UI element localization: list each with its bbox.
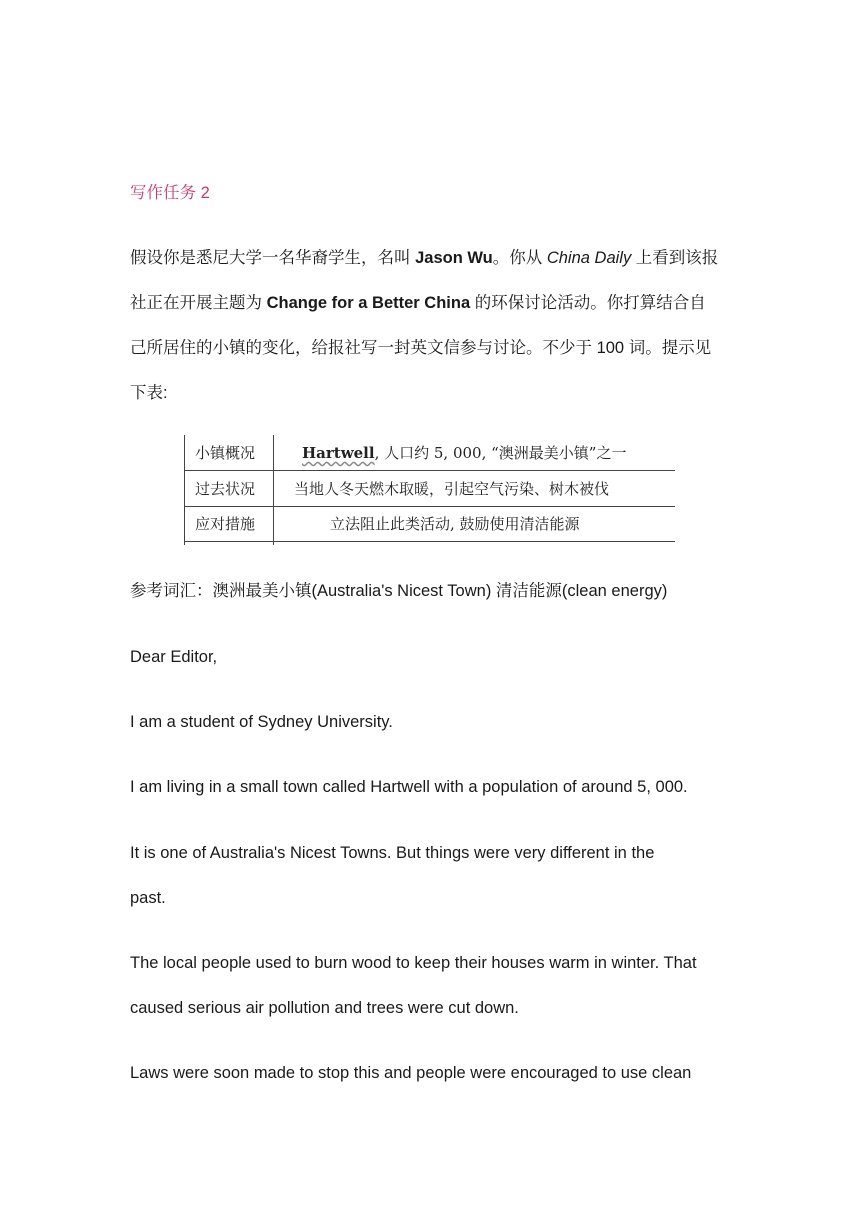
letter-paragraph: Laws were soon made to stop this and people were encouraged to use clean: [130, 1064, 692, 1082]
letter-paragraph: It is one of Australia's Nicest Towns. But things were very different in the: [130, 844, 655, 862]
task-heading: 写作任务 2: [130, 184, 210, 202]
discussion-theme: Change for a Better China: [266, 294, 471, 312]
student-name: Jason Wu: [415, 249, 493, 267]
letter-paragraph: caused serious air pollution and trees were cut down.: [130, 999, 519, 1017]
table-rule: [184, 470, 675, 471]
prompt-text: 。你从: [492, 249, 547, 267]
letter-paragraph: I am a student of Sydney University.: [130, 713, 393, 731]
newspaper-name: China Daily: [546, 249, 632, 267]
prompt-text: 假设你是悉尼大学一名华裔学生，名叫: [130, 249, 416, 267]
table-rule: [184, 541, 675, 542]
town-name: Hartwell: [302, 444, 375, 462]
table-cell-past: 当地人冬天燃木取暖，引起空气污染、树木被伐: [294, 480, 610, 498]
table-cell-overview: [302, 436, 626, 470]
letter-paragraph: past.: [130, 889, 166, 907]
prompt-line-1: [130, 247, 718, 269]
table-cell-text: , 人口约 5, 000, “澳洲最美小镇”之一: [374, 444, 627, 462]
prompt-text: 社正在开展主题为: [130, 294, 267, 312]
table-cell-measures: 立法阻止此类活动, 鼓励使用清洁能源: [330, 515, 580, 533]
table-row-label: 过去状况: [195, 480, 256, 498]
letter-paragraph: The local people used to burn wood to keep their houses warm in winter. That: [130, 954, 697, 972]
prompt-line-4: 下表:: [130, 384, 168, 402]
table-rule: [273, 435, 274, 545]
table-row-label: 应对措施: [195, 515, 256, 533]
prompt-line-3: 己所居住的小镇的变化，给报社写一封英文信参与讨论。不少于 100 词。提示见: [130, 339, 712, 357]
letter-greeting: Dear Editor,: [130, 648, 218, 666]
prompt-text: 上看到该报: [631, 249, 719, 267]
prompt-text: 的环保讨论活动。你打算结合自: [470, 294, 706, 312]
reference-vocabulary: 参考词汇：澳洲最美小镇(Australia's Nicest Town) 清洁能源(clean energy): [130, 582, 668, 600]
table-rule: [184, 435, 185, 545]
table-row-label: 小镇概况: [195, 444, 256, 462]
hint-table: [184, 435, 675, 545]
prompt-line-2: [130, 292, 706, 314]
letter-paragraph: I am living in a small town called Hartwell with a population of around 5, 000.: [130, 778, 688, 796]
